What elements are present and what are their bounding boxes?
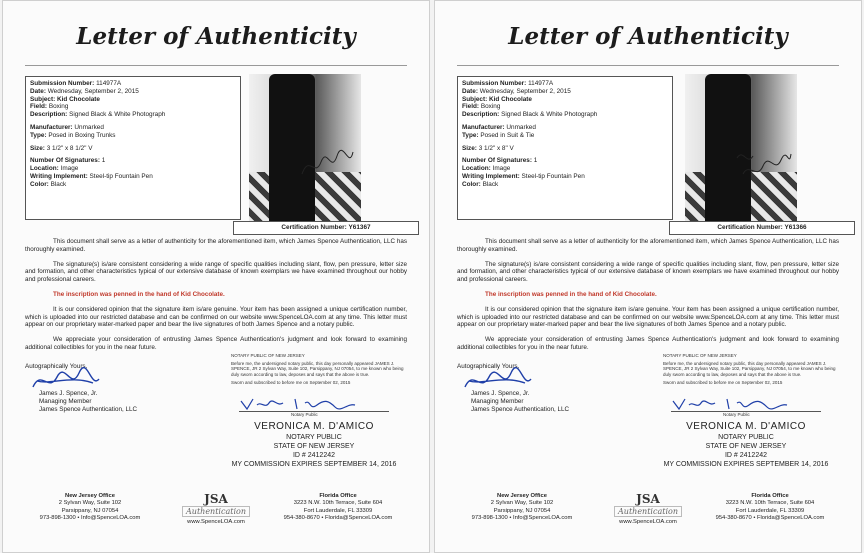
cert-value: Y61367 (348, 224, 371, 231)
field-value: Boxing (480, 103, 501, 111)
implement-value: Steel-tip Fountain Pen (521, 172, 585, 180)
letter-footer (435, 493, 861, 543)
nj-address-2: Parsippany, NJ 07054 (493, 507, 551, 514)
stamp-line-4: MY COMMISSION EXPIRES SEPTEMBER 14, 2016 (231, 461, 397, 468)
autographs-label: Autographically Yours, (25, 363, 88, 370)
notary-sworn: Sworn and subscribed to before me on September 02, 2015 (663, 380, 783, 386)
nj-office-block (457, 493, 587, 523)
notary-text: Before me, the undersigned notary public, this day personally appeared JAMES J. SPENCE, JR 2 Sylvan Way, Suite 102, Parsippany, NJ 07054, to me known who being duly sworn according to law, deposes and says that the above is true. (231, 360, 404, 377)
stamp-line-3: ID # 2412242 (724, 452, 768, 459)
fl-office-title: Florida Office (751, 493, 789, 499)
location-value: Image (60, 165, 79, 173)
signatures-value: 1 (533, 157, 538, 165)
paragraph-5: We appreciate your consideration of entrusting James Spence Authentication's judgment and look forward to examining additional collectibles for you in the near future. (457, 336, 839, 351)
signer-title: Managing Member (39, 397, 92, 405)
signed-photograph (249, 74, 361, 224)
size-value: 3 1/2" x 8" V (478, 144, 514, 152)
letter-title: Letter of Authenticity (76, 23, 356, 50)
notary-heading: NOTARY PUBLIC OF NEW JERSEY (231, 353, 305, 358)
photo-signature-icon (297, 144, 357, 184)
signatures-label: Number Of Signatures: (30, 157, 100, 165)
nj-contact: 973-898-1300 • Info@SpenceLOA.com (471, 515, 573, 522)
color-label: Color: (462, 180, 481, 188)
certification-number-box (233, 221, 419, 235)
inscription-statement: The inscription was penned in the hand of Kid Chocolate. (53, 290, 225, 298)
notary-public-label: Notary Public (723, 412, 750, 417)
submission-value: 114977A (528, 80, 554, 87)
cert-label: Certification Number: (717, 224, 783, 231)
jsa-logo (171, 493, 261, 527)
stamp-line-2: STATE OF NEW JERSEY (273, 443, 355, 450)
description-value: Signed Black & White Photograph (501, 111, 598, 119)
type-value: Posed in Suit & Tie (480, 131, 535, 139)
paragraph-5: We appreciate your consideration of entrusting James Spence Authentication's judgment and look forward to examining additional collectibles for you in the near future. (25, 336, 407, 351)
manufacturer-label: Manufacturer: (30, 123, 73, 131)
nj-office-block (25, 493, 155, 523)
signed-photograph (685, 74, 797, 224)
fl-office-title: Florida Office (319, 493, 357, 499)
subject-label: Subject: (30, 95, 56, 103)
manufacturer-label: Manufacturer: (462, 123, 505, 131)
size-value: 3 1/2" x 8 1/2" V (46, 144, 93, 152)
signer-block (39, 390, 137, 413)
implement-label: Writing Implement: (462, 172, 520, 180)
signer-title: Managing Member (471, 397, 524, 405)
nj-address-1: 2 Sylvan Way, Suite 102 (58, 500, 122, 507)
signer-name: James J. Spence, Jr. (471, 390, 530, 397)
fl-contact: 954-380-8670 • Florida@SpenceLOA.com (283, 515, 393, 522)
signer-block (471, 390, 569, 413)
notary-public-label: Notary Public (291, 412, 318, 417)
notary-stamp (661, 421, 831, 469)
fl-contact: 954-380-8670 • Florida@SpenceLOA.com (715, 515, 825, 522)
logo-mark: JSA (204, 492, 228, 506)
letter-body (25, 238, 407, 359)
location-label: Location: (462, 165, 491, 173)
notary-stamp (229, 421, 399, 469)
implement-label: Writing Implement: (30, 172, 88, 180)
nj-address-2: Parsippany, NJ 07054 (61, 507, 119, 514)
fl-address-1: 3223 N.W. 10th Terrace, Suite 604 (293, 500, 383, 507)
autographs-label: Autographically Yours, (457, 363, 520, 370)
nj-office-title: New Jersey Office (65, 493, 115, 499)
paragraph-1: This document shall serve as a letter of authenticity for the aforementioned item, which James Spence Authentication, LLC has thoroughly examined. (457, 238, 839, 253)
fl-address-1: 3223 N.W. 10th Terrace, Suite 604 (725, 500, 815, 507)
logo-sub: Authentication (614, 506, 682, 517)
title-divider (457, 65, 839, 66)
description-value: Signed Black & White Photograph (69, 111, 166, 119)
nj-office-title: New Jersey Office (497, 493, 547, 499)
submission-value: 114977A (96, 80, 122, 87)
fl-address-2: Fort Lauderdale, FL 33309 (735, 507, 805, 514)
notary-heading: NOTARY PUBLIC OF NEW JERSEY (663, 353, 737, 358)
signer-name: James J. Spence, Jr. (39, 390, 98, 397)
subject-value: Kid Chocolate (489, 95, 532, 103)
item-details-box (25, 76, 241, 220)
paragraph-2: The signature(s) is/are consistent considering a wide range of specific qualities including slant, flow, pen pressure, letter size and formation, and other characteristics typical of our extensive database of known exemplars we have examined throughout our hobby and professional careers. (25, 260, 407, 284)
jsa-logo (603, 493, 693, 527)
paragraph-4: It is our considered opinion that the signature item is/are genuine. Your item has been assigned a unique certification number, which is uploaded into our restricted database and can be confirmed on our website www.SpenceLOA.com at any time. This letter must appear on our proprietary water-marked paper and bear the live signatures of both James Spence and a notary public. (457, 305, 839, 329)
signatures-label: Number Of Signatures: (462, 157, 532, 165)
paragraph-2: The signature(s) is/are consistent considering a wide range of specific qualities including slant, flow, pen pressure, letter size and formation, and other characteristics typical of our extensive database of known exemplars we have examined throughout our hobby and professional careers. (457, 260, 839, 284)
fl-address-2: Fort Lauderdale, FL 33309 (303, 507, 373, 514)
signer-company: James Spence Authentication, LLC (39, 405, 138, 413)
notary-block (663, 353, 843, 417)
location-value: Image (492, 165, 511, 173)
location-label: Location: (30, 165, 59, 173)
inscription-statement: The inscription was penned in the hand of Kid Chocolate. (485, 290, 657, 298)
signer-company: James Spence Authentication, LLC (471, 405, 570, 413)
manufacturer-value: Unmarked (506, 123, 536, 131)
certification-number-box (669, 221, 855, 235)
field-value: Boxing (48, 103, 69, 111)
cert-value: Y61366 (784, 224, 807, 231)
title-divider (25, 65, 407, 66)
notary-name: VERONICA M. D'AMICO (254, 421, 374, 432)
submission-label: Submission Number: (30, 80, 95, 87)
description-label: Description: (462, 111, 500, 119)
paragraph-4: It is our considered opinion that the signature item is/are genuine. Your item has been assigned a unique certification number, which is uploaded into our restricted database and can be confirmed on our website www.SpenceLOA.com at any time. This letter must appear on our proprietary water-marked paper and bear the live signatures of both James Spence and a notary public. (25, 305, 407, 329)
logo-mark: JSA (636, 492, 660, 506)
manufacturer-value: Unmarked (74, 123, 104, 131)
item-details-box (457, 76, 673, 220)
date-label: Date: (462, 87, 478, 95)
nj-contact: 973-898-1300 • Info@SpenceLOA.com (39, 515, 141, 522)
type-value: Posed in Boxing Trunks (48, 131, 116, 139)
type-label: Type: (30, 131, 47, 139)
date-value: Wednesday, September 2, 2015 (479, 87, 571, 95)
letter-of-authenticity-right (434, 0, 862, 553)
field-label: Field: (30, 103, 48, 111)
letter-body (457, 238, 839, 359)
fl-office-block (273, 493, 403, 523)
color-value: Black (50, 180, 67, 188)
stamp-line-2: STATE OF NEW JERSEY (705, 443, 787, 450)
notary-block (231, 353, 411, 417)
description-label: Description: (30, 111, 68, 119)
subject-label: Subject: (462, 95, 488, 103)
letter-title: Letter of Authenticity (508, 23, 788, 50)
logo-url: www.SpenceLOA.com (619, 519, 677, 526)
color-label: Color: (30, 180, 49, 188)
stamp-line-1: NOTARY PUBLIC (718, 434, 774, 441)
notary-name: VERONICA M. D'AMICO (686, 421, 806, 432)
paragraph-1: This document shall serve as a letter of authenticity for the aforementioned item, which James Spence Authentication, LLC has thoroughly examined. (25, 238, 407, 253)
date-label: Date: (30, 87, 46, 95)
photo-signature-icon (733, 144, 793, 184)
letter-footer (3, 493, 429, 543)
logo-sub: Authentication (182, 506, 250, 517)
stamp-line-3: ID # 2412242 (292, 452, 336, 459)
size-label: Size: (462, 144, 477, 152)
notary-sworn: Sworn and subscribed to before me on September 02, 2015 (231, 380, 351, 386)
notary-text: Before me, the undersigned notary public, this day personally appeared JAMES J. SPENCE, JR 2 Sylvan Way, Suite 102, Parsippany, NJ 07054, to me known who being duly sworn according to law, deposes and says that the above is true. (663, 360, 836, 377)
type-label: Type: (462, 131, 479, 139)
implement-value: Steel-tip Fountain Pen (89, 172, 153, 180)
stamp-line-1: NOTARY PUBLIC (286, 434, 342, 441)
logo-url: www.SpenceLOA.com (187, 519, 245, 526)
field-label: Field: (462, 103, 480, 111)
letter-of-authenticity-left (2, 0, 430, 553)
nj-address-1: 2 Sylvan Way, Suite 102 (490, 500, 554, 507)
cert-label: Certification Number: (281, 224, 347, 231)
subject-value: Kid Chocolate (57, 95, 100, 103)
size-label: Size: (30, 144, 45, 152)
color-value: Black (482, 180, 499, 188)
fl-office-block (705, 493, 835, 523)
submission-label: Submission Number: (462, 80, 527, 87)
date-value: Wednesday, September 2, 2015 (47, 87, 139, 95)
signatures-value: 1 (101, 157, 106, 165)
stamp-line-4: MY COMMISSION EXPIRES SEPTEMBER 14, 2016 (663, 461, 829, 468)
